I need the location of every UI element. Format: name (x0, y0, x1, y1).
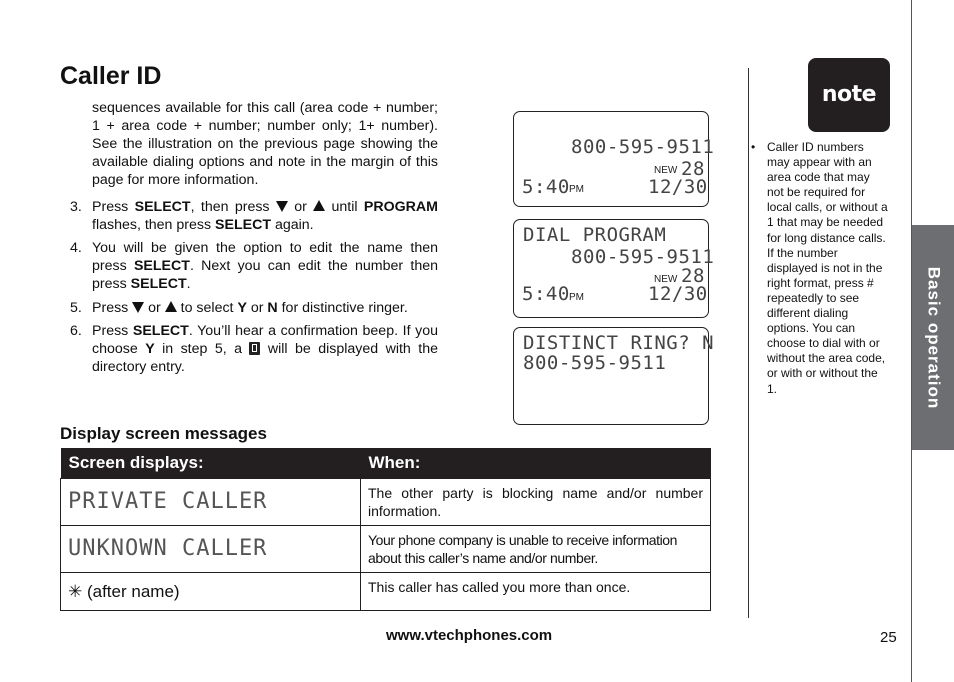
section-tab[interactable] (912, 225, 954, 450)
lcd-count: 28 (681, 265, 705, 287)
display-messages-table (60, 448, 711, 611)
footer-url[interactable]: www.vtechphones.com (386, 627, 553, 644)
table-row (61, 479, 711, 526)
step-number: 5. (70, 300, 82, 316)
note-badge: note (808, 58, 890, 132)
step-number: 4. (70, 240, 82, 256)
up-arrow-icon (165, 301, 177, 312)
section-tab-label: Basic operation (924, 266, 944, 409)
lcd-date: 12/30 (648, 176, 708, 198)
step-number: 6. (70, 323, 82, 339)
table-cell: ✳ (after name) (61, 573, 361, 611)
lcd-number: 800-595-9511 (571, 246, 715, 268)
table-row (61, 573, 711, 611)
step-6: 6. Press SELECT. You’ll hear a confirmation beep. If you choose Y in step 5, a will be displayed with the directory entry. (70, 323, 438, 375)
section-heading: Display screen messages (60, 424, 267, 443)
lcd-dial-program-display (513, 219, 715, 318)
table-cell: Your phone company is unable to receive information about this caller’s name and/or number. (361, 526, 711, 573)
lcd-line1: DIAL PROGRAM (523, 224, 667, 246)
intro-paragraph: sequences available for this call (area code + number; 1 + area code + number; number only; 1+ number). See the illustration on the previous page showing the available dialing options and note in the margin of this page for more information. (92, 100, 438, 188)
table-cell: This caller has called you more than once. (361, 573, 711, 611)
asterisk-icon: ✳ (68, 581, 83, 601)
lcd-number: 800-595-9511 (571, 136, 715, 158)
lcd-number: 800-595-9511 (523, 352, 667, 374)
column-header: When: (361, 448, 711, 479)
lcd-new-label: NEW (654, 274, 678, 285)
column-divider (748, 68, 749, 618)
column-header: Screen displays: (61, 448, 361, 479)
table-cell: PRIVATE CALLER (61, 479, 361, 526)
lcd-new-label: NEW (654, 165, 678, 176)
lcd-caller-id-display (513, 111, 715, 207)
lcd-time: 5:40 (522, 176, 570, 198)
lcd-date: 12/30 (648, 283, 708, 305)
table-cell: UNKNOWN CALLER (61, 526, 361, 573)
lcd-ampm: PM (569, 184, 584, 195)
bullet-icon: • (751, 140, 756, 154)
table-row (61, 526, 711, 573)
up-arrow-icon (313, 200, 325, 211)
down-arrow-icon (276, 201, 288, 212)
lcd-line1: DISTINCT RING? N (523, 332, 715, 354)
page-number: 25 (880, 629, 897, 646)
step-5: 5. Press or to select Y or N for distinctive ringer. (70, 300, 408, 316)
step-4: 4. You will be given the option to edit the name then press SELECT. Next you can edit the number then press SELECT. (70, 240, 438, 292)
page-title: Caller ID (60, 62, 162, 90)
lcd-time: 5:40 (522, 283, 570, 305)
lcd-ampm: PM (569, 292, 584, 303)
directory-book-icon (249, 342, 260, 355)
step-3: 3. Press SELECT, then press or until PROGRAM flashes, then press SELECT again. (70, 199, 438, 233)
table-header-row (61, 448, 711, 479)
down-arrow-icon (132, 302, 144, 313)
lcd-distinct-ring-display (513, 327, 715, 425)
table-cell: The other party is blocking name and/or number information. (361, 479, 711, 526)
lcd-count: 28 (681, 158, 705, 180)
note-text: Caller ID numbers may appear with an area code that may not be required for local calls, or without a 1 that may be needed for long distance calls. If the number displayed is not in the right format, press # repeatedly to see different dialing options. You can choose to dial with or without the area code, or with or without the 1. (767, 140, 888, 396)
step-number: 3. (70, 199, 82, 215)
